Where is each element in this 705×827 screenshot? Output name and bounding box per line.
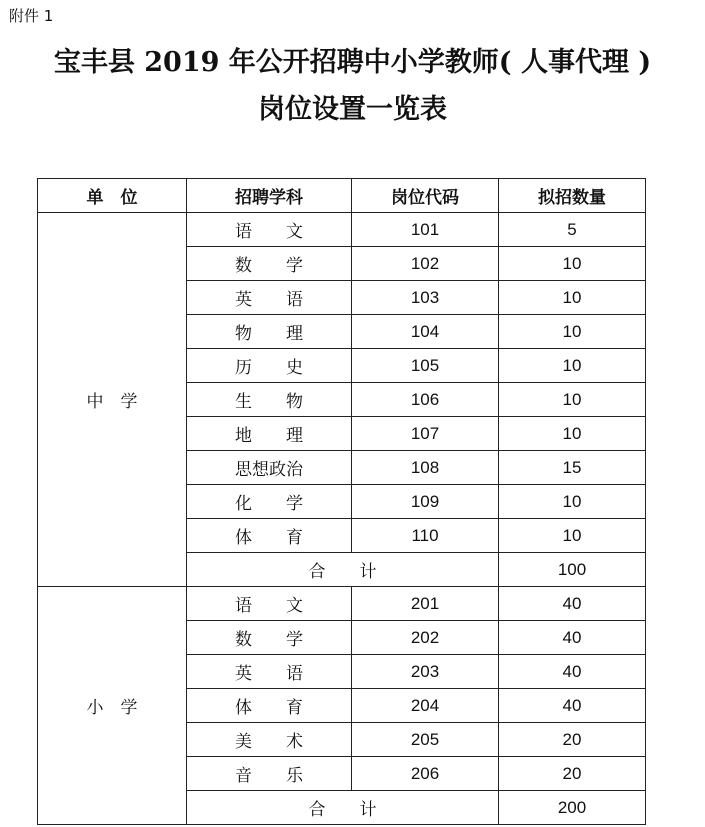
subject-cell: 物 理 — [187, 315, 352, 349]
code-cell: 102 — [352, 247, 499, 281]
code-cell: 103 — [352, 281, 499, 315]
header-count: 拟招数量 — [499, 179, 646, 213]
count-cell: 10 — [499, 383, 646, 417]
subject-cell: 化 学 — [187, 485, 352, 519]
count-cell: 40 — [499, 655, 646, 689]
code-cell: 106 — [352, 383, 499, 417]
code-cell: 105 — [352, 349, 499, 383]
count-cell: 5 — [499, 213, 646, 247]
code-cell: 204 — [352, 689, 499, 723]
count-cell: 10 — [499, 315, 646, 349]
subject-cell: 体 育 — [187, 689, 352, 723]
header-unit: 单 位 — [38, 179, 187, 213]
subject-cell: 数 学 — [187, 621, 352, 655]
subject-cell: 地 理 — [187, 417, 352, 451]
subject-cell: 历 史 — [187, 349, 352, 383]
code-cell: 110 — [352, 519, 499, 553]
code-cell: 202 — [352, 621, 499, 655]
code-cell: 101 — [352, 213, 499, 247]
subject-cell: 思想政治 — [187, 451, 352, 485]
table-header-row — [38, 179, 646, 213]
header-subject: 招聘学科 — [187, 179, 352, 213]
count-cell: 10 — [499, 485, 646, 519]
total-label-middle: 合 计 — [187, 553, 499, 587]
header-code: 岗位代码 — [352, 179, 499, 213]
count-cell: 40 — [499, 621, 646, 655]
count-cell: 10 — [499, 281, 646, 315]
code-cell: 108 — [352, 451, 499, 485]
unit-primary-school: 小 学 — [38, 587, 187, 825]
count-cell: 15 — [499, 451, 646, 485]
code-cell: 205 — [352, 723, 499, 757]
count-cell: 20 — [499, 757, 646, 791]
total-value-primary: 200 — [499, 791, 646, 825]
page-title: 宝丰县 2019 年公开招聘中小学教师( 人事代理 ) — [53, 47, 652, 78]
code-cell: 203 — [352, 655, 499, 689]
count-cell: 10 — [499, 519, 646, 553]
code-cell: 206 — [352, 757, 499, 791]
code-cell: 104 — [352, 315, 499, 349]
table-row — [38, 213, 646, 247]
subject-cell: 音 乐 — [187, 757, 352, 791]
subject-cell: 语 文 — [187, 213, 352, 247]
total-label-primary: 合 计 — [187, 791, 499, 825]
subject-cell: 美 术 — [187, 723, 352, 757]
unit-middle-school: 中 学 — [38, 213, 187, 587]
count-cell: 10 — [499, 417, 646, 451]
subject-cell: 英 语 — [187, 281, 352, 315]
page-subtitle: 岗位设置一览表 — [258, 94, 447, 125]
subject-cell: 体 育 — [187, 519, 352, 553]
attachment-label: 附件 1 — [9, 7, 54, 25]
table-row — [38, 587, 646, 621]
subject-cell: 语 文 — [187, 587, 352, 621]
subject-cell: 数 学 — [187, 247, 352, 281]
count-cell: 20 — [499, 723, 646, 757]
total-value-middle: 100 — [499, 553, 646, 587]
subject-cell: 生 物 — [187, 383, 352, 417]
code-cell: 201 — [352, 587, 499, 621]
count-cell: 40 — [499, 587, 646, 621]
count-cell: 40 — [499, 689, 646, 723]
code-cell: 107 — [352, 417, 499, 451]
code-cell: 109 — [352, 485, 499, 519]
count-cell: 10 — [499, 349, 646, 383]
positions-table — [37, 178, 646, 825]
subject-cell: 英 语 — [187, 655, 352, 689]
count-cell: 10 — [499, 247, 646, 281]
